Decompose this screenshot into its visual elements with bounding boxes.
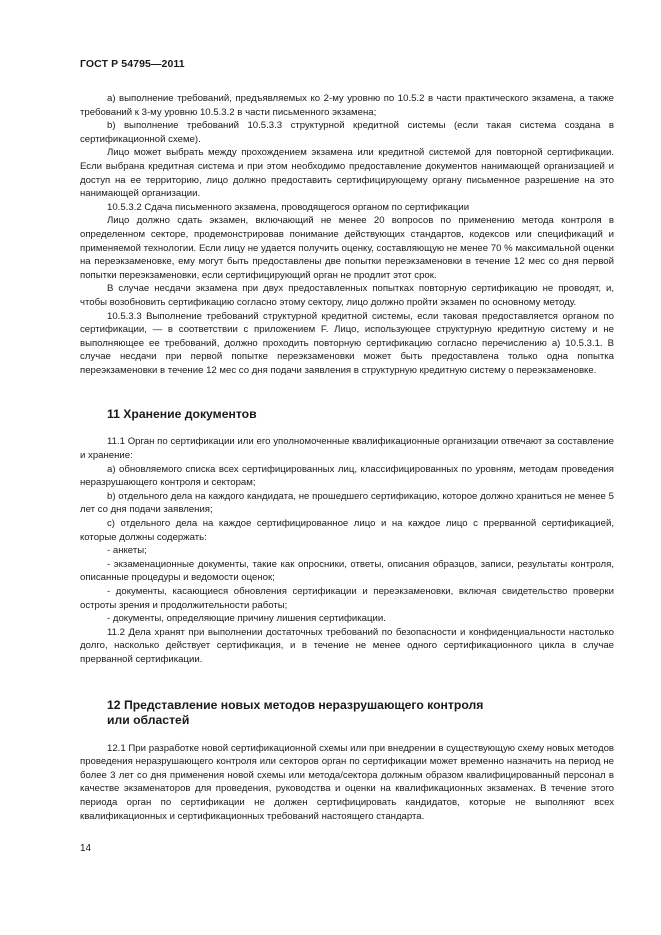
section-12-heading-line1: 12 Представление новых методов неразрушающего контроля [107,697,484,712]
paragraph-11-2: 11.2 Дела хранят при выполнении достаточных требований по безопасности и конфиденциальности настолько долго, насколько действует сертификация, и в течение не менее одного сертификационного цикла в случае прерванной сертификации. [80,626,614,665]
section-11-heading: 11 Хранение документов [107,407,257,422]
list-item-exam-documents: - экзаменационные документы, такие как опросники, ответы, описания образцов, записи, результаты контроля, описанные процедуры и ведомости оценок; [80,558,614,584]
section-12-heading [80,698,614,728]
paragraph-11-1-b: b) отдельного дела на каждого кандидата, не прошедшего сертификацию, которое должно храниться не менее 5 лет со дня подачи заявления; [80,490,614,516]
paragraph-11-1-a: а) обновляемого списка всех сертифицированных лиц, классифицированных по уровням, методам проведения неразрушающего контроля и секторам; [80,463,614,489]
paragraph-10-5-3-1-b: b) выполнение требований 10.5.3.3 структурной кредитной системы (если такая система создана в сертификационной схеме). [80,120,614,145]
list-item-renewal-documents: - документы, касающиеся обновления сертификации и переэкзаменовки, включая свидетельство проверки остроты зрения и продолжительности работы; [80,586,614,611]
page-number: 14 [80,843,92,854]
paragraph-10-5-3-2-title: 10.5.3.2 Сдача письменного экзамена, проводящегося органом по сертификации [107,201,470,213]
list-item-withdrawal-documents: - документы, определяющие причину лишения сертификации. [107,613,386,625]
section-12-heading-line2: или областей [107,712,190,727]
paragraph-10-5-3-3: 10.5.3.3 Выполнение требований структурной кредитной системы, если таковая предоставляется органом по сертификации, — в соответствии с приложением F. Лицо, использующее структурную кредитную систему и не выполняющее ее требований, должно проходить повторную сертификацию согласно перечислению а) 10.5.3.1. В случае несдачи при первой попытке переэкзаменовки может быть предоставлена только одна попытка переэкзаменовки в течение 12 мес со дня подачи заявления в структурную кредитную систему о переэкзаменовке. [80,310,614,376]
page-content [80,92,614,823]
paragraph-12-1: 12.1 При разработке новой сертификационной схемы или при внедрении в существующую схему новых методов проведения неразрушающего контроля или секторов орган по сертификации может временно назначить на период не более 3 лет со дня применения новой схемы или метода/сектора должным образом квалифицированный персонал в качестве экзаменаторов для проведения, руководства и оценки на квалификационных экзаменах. В течение этого периода орган по сертификации не должен сертифицировать кандидатов, которые не выполняют всех квалификационных и сертификационных требований настоящего стандарта. [80,742,614,822]
paragraph-10-5-3-1-a: а) выполнение требований, предъявляемых ко 2-му уровню по 10.5.2 в части практического экзамена, а также требований к 3-му уровню 10.5.3.2 в части письменного экзамена; [80,93,614,118]
paragraph-11-1: 11.1 Орган по сертификации или его уполномоченные квалификационные организации отвечают за составление и хранение: [80,436,614,462]
paragraph-written-exam: Лицо должно сдать экзамен, включающий не менее 20 вопросов по применению метода контроля в определенном секторе, продемонстрировав понимание действующих стандартов, кодексов или спецификаций и применяемой технологии. Если лицу не удается получить оценку, составляющую не менее 70 % максимальной оценки на переэкзаменовке, ему могут быть предоставлены две попытки переэкзаменовки в течение 12 мес со дня первой попытки переэкзаменовки, если сертифицирующий орган не продлит этот срок. [80,215,614,281]
paragraph-choice-recertification: Лицо может выбрать между прохождением экзамена или кредитной системой для повторной сертификации. Если выбрана кредитная система и при этом необходимо предоставление документов нанимающей организацией и доступ на ее территорию, лицо должно предоставить сертифицирующему органу письменное разрешение на это нанимающей организации. [80,147,614,200]
list-item-questionnaires: - анкеты; [107,545,147,557]
paragraph-failure-two-attempts: В случае несдачи экзамена при двух предоставленных попытках повторную сертификацию не проводят, и, чтобы возобновить сертификацию согласно этому сектору, лицо должно пройти экзамен по основному методу. [80,283,614,308]
document-code-header: ГОСТ Р 54795—2011 [80,58,185,70]
paragraph-11-1-c: с) отдельного дела на каждое сертифицированное лицо и на каждое лицо с прерванной сертификацией, которые должны содержать: [80,518,614,543]
